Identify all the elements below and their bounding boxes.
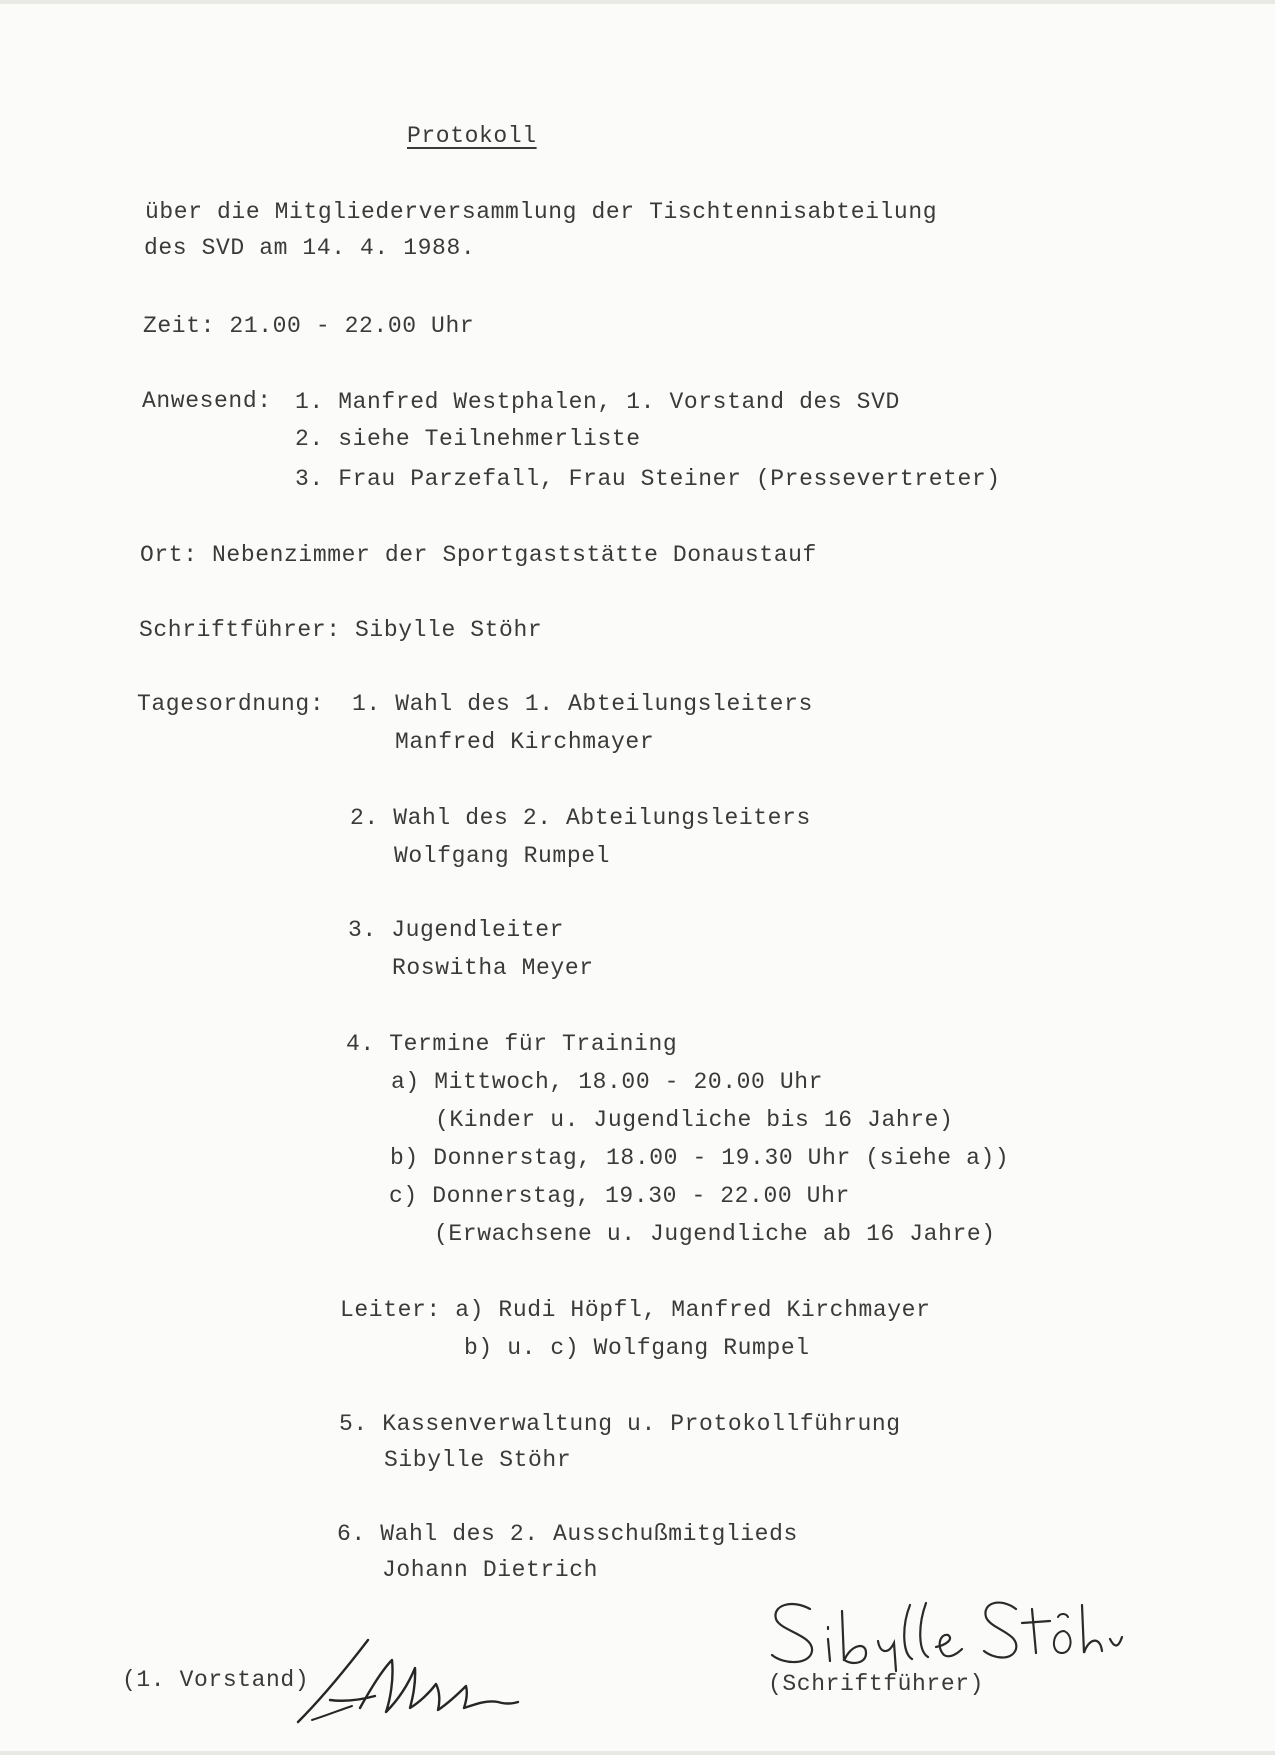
agenda-item-2-title: 2. Wahl des 2. Abteilungsleiters xyxy=(350,805,811,831)
training-b: b) Donnerstag, 18.00 - 19.30 Uhr (siehe a)) xyxy=(390,1145,1010,1171)
leaders-line-2: b) u. c) Wolfgang Rumpel xyxy=(464,1335,810,1361)
attendee-1: 1. Manfred Westphalen, 1. Vorstand des SVD xyxy=(295,389,900,415)
attendees-label: Anwesend: xyxy=(142,388,272,414)
agenda-item-1-title: 1. Wahl des 1. Abteilungsleiters xyxy=(352,691,813,717)
agenda-item-4-title: 4. Termine für Training xyxy=(346,1031,678,1057)
document-title: Protokoll xyxy=(407,123,537,149)
agenda-item-5-name: Sibylle Stöhr xyxy=(384,1447,572,1473)
attendee-2: 2. siehe Teilnehmerliste xyxy=(295,426,641,452)
training-a: a) Mittwoch, 18.00 - 20.00 Uhr xyxy=(391,1069,824,1095)
attendee-3: 3. Frau Parzefall, Frau Steiner (Pressevertreter) xyxy=(295,466,1001,492)
agenda-item-6-title: 6. Wahl des 2. Ausschußmitglieds xyxy=(337,1521,798,1547)
agenda-item-5-title: 5. Kassenverwaltung u. Protokollführung xyxy=(339,1411,901,1437)
intro-line-1: über die Mitgliederversammlung der Tischtennisabteilung xyxy=(145,199,938,225)
page-edge-top xyxy=(0,0,1275,4)
time-line: Zeit: 21.00 - 22.00 Uhr xyxy=(143,313,475,339)
agenda-label: Tagesordnung: xyxy=(137,691,325,717)
agenda-item-3-title: 3. Jugendleiter xyxy=(348,917,565,943)
training-c-note: (Erwachsene u. Jugendliche ab 16 Jahre) xyxy=(434,1221,996,1247)
training-a-note: (Kinder u. Jugendliche bis 16 Jahre) xyxy=(435,1107,954,1133)
agenda-item-2-name: Wolfgang Rumpel xyxy=(394,843,611,869)
training-c: c) Donnerstag, 19.30 - 22.00 Uhr xyxy=(389,1183,850,1209)
intro-line-2: des SVD am 14. 4. 1988. xyxy=(144,235,476,261)
location-line: Ort: Nebenzimmer der Sportgaststätte Donaustauf xyxy=(140,542,817,568)
leaders-line-1: Leiter: a) Rudi Höpfl, Manfred Kirchmayer xyxy=(340,1297,931,1323)
signature-right-label: (Schriftführer) xyxy=(768,1671,985,1697)
signature-left xyxy=(290,1630,540,1730)
recorder-line: Schriftführer: Sibylle Stöhr xyxy=(139,617,543,643)
signature-right xyxy=(770,1595,1130,1675)
agenda-item-6-name: Johann Dietrich xyxy=(382,1557,599,1583)
page-edge-bottom xyxy=(0,1751,1275,1755)
agenda-item-1-name: Manfred Kirchmayer xyxy=(395,729,655,755)
signature-left-label: (1. Vorstand) xyxy=(122,1667,310,1693)
agenda-item-3-name: Roswitha Meyer xyxy=(392,955,594,981)
